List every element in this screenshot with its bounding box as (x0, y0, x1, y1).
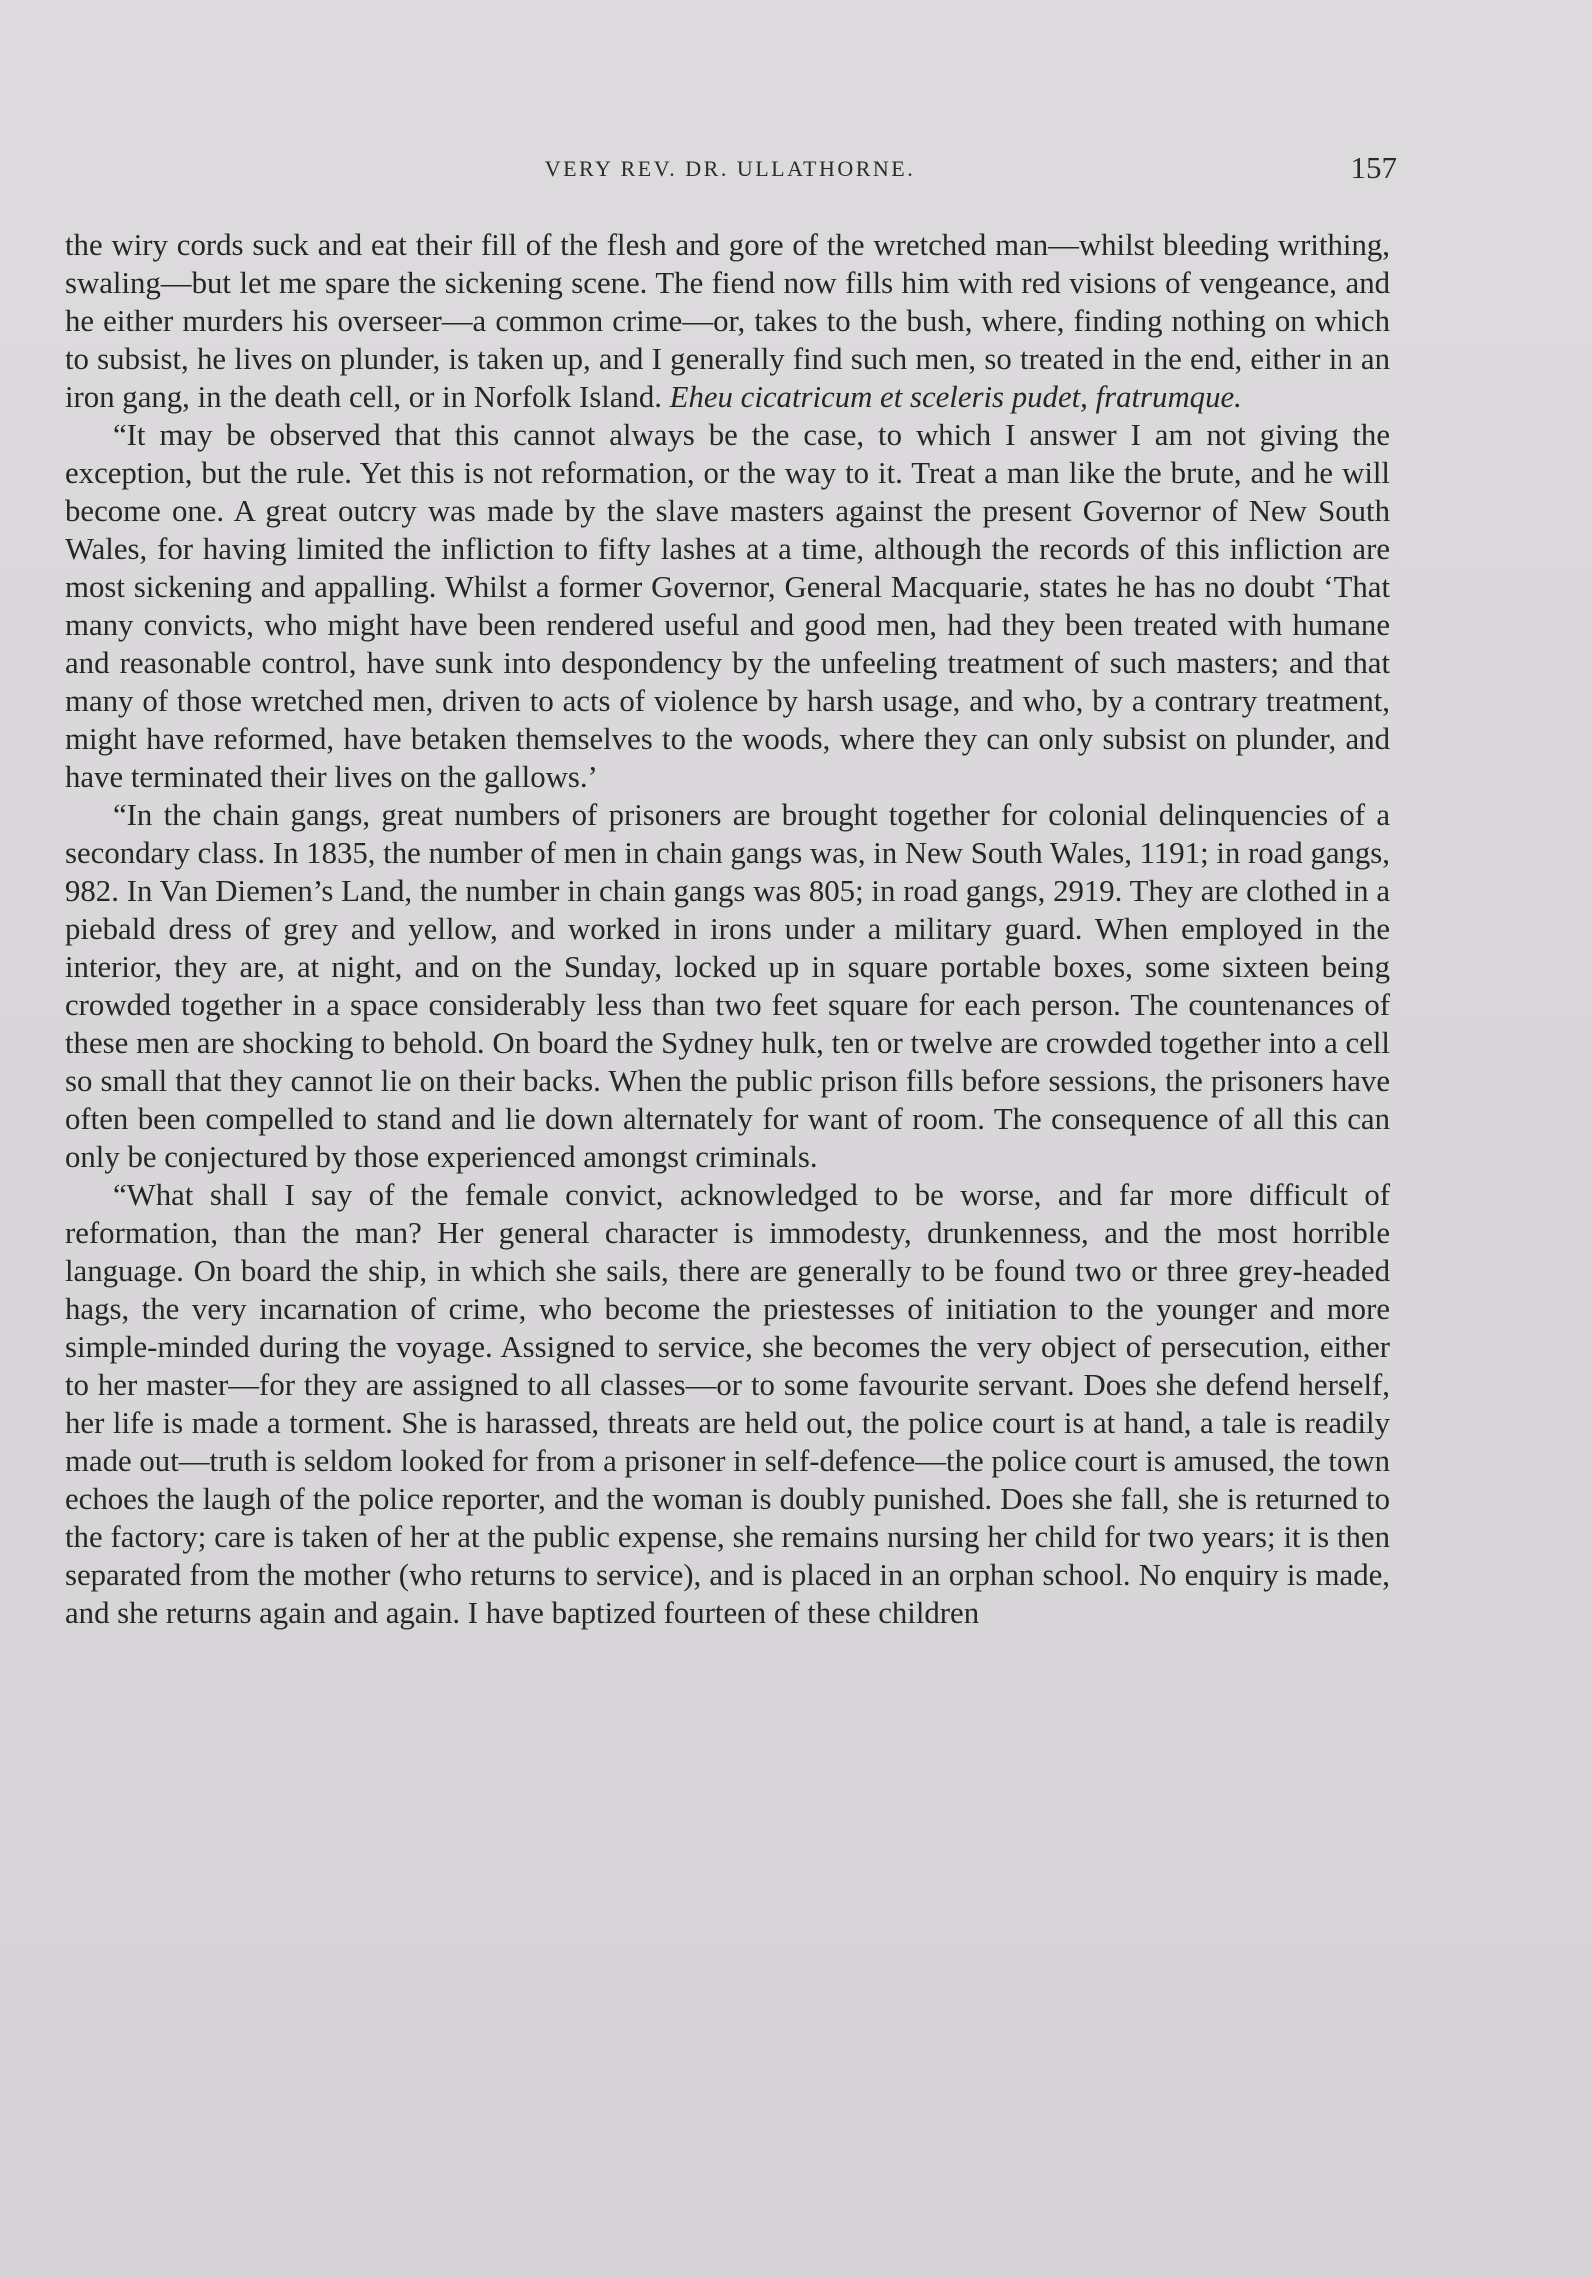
body-text (65, 226, 1390, 1632)
paragraph-4: “What shall I say of the female convict, acknowledged to be worse, and far more difficult of reformation, than the man? Her general character is immodesty, drunkenness, and the most horrible language. On board the ship, in which she sails, there are generally to be found two or three grey-headed hags, the very incarnation of crime, who become the priestesses of initiation to the younger and more simple-minded during the voyage. Assigned to service, she becomes the very object of persecution, either to her master—for they are assigned to all classes—or to some favourite servant. Does she defend herself, her life is made a torment. She is harassed, threats are held out, the police court is at hand, a tale is readily made out—truth is seldom looked for from a prisoner in self-defence—the police court is amused, the town echoes the laugh of the police reporter, and the woman is doubly punished. Does she fall, she is returned to the factory; care is taken of her at the public expense, she remains nursing her child for two years; it is then separated from the mother (who returns to service), and is placed in an orphan school. No enquiry is made, and she returns again and again. I have baptized fourteen of these children (65, 1178, 1390, 1630)
paragraph-3: “In the chain gangs, great numbers of prisoners are brought together for colonial delinquencies of a secondary class. In 1835, the number of men in chain gangs was, in New South Wales, 1191; in road gangs, 982. In Van Diemen’s Land, the number in chain gangs was 805; in road gangs, 2919. They are clothed in a piebald dress of grey and yellow, and worked in irons under a military guard. When employed in the interior, they are, at night, and on the Sunday, locked up in square portable boxes, some sixteen being crowded together in a space considerably less than two feet square for each person. The countenances of these men are shocking to behold. On board the Sydney hulk, ten or twelve are crowded together into a cell so small that they cannot lie on their backs. When the public prison fills before sessions, the prisoners have often been compelled to stand and lie down alternately for want of room. The consequence of all this can only be conjectured by those experienced amongst criminals. (65, 798, 1390, 1174)
paragraph-continuation (65, 226, 1390, 416)
paragraph-1-text: the wiry cords suck and eat their fill of the flesh and gore of the wretched man—whilst bleeding writhing, swaling—but let me spare the sickening scene. The fiend now fills him with red visions of vengeance, and he either murders his overseer—a common crime—or, takes to the bush, where, finding nothing on which to subsist, he lives on plunder, is taken up, and I generally find such men, so treated in the end, either in an iron gang, in the death cell, or in Norfolk Island. (65, 228, 1390, 414)
latin-quotation: Eheu cicatricum et sceleris pudet, fratrumque. (669, 380, 1242, 414)
page-number: 157 (1350, 150, 1397, 185)
paragraph-2: “It may be observed that this cannot always be the case, to which I answer I am not giving the exception, but the rule. Yet this is not reformation, or the way to it. Treat a man like the brute, and he will become one. A great outcry was made by the slave masters against the present Governor of New South Wales, for having limited the infliction to fifty lashes at a time, although the records of this infliction are most sickening and appalling. Whilst a former Governor, General Macquarie, states he has no doubt ‘That many convicts, who might have been rendered useful and good men, had they been treated with humane and reasonable control, have sunk into despondency by the unfeeling treatment of such masters; and that many of those wretched men, driven to acts of violence by harsh usage, and who, by a contrary treatment, might have reformed, have betaken themselves to the woods, where they can only subsist on plunder, and have terminated their lives on the gallows.’ (65, 418, 1390, 794)
running-title: VERY REV. DR. ULLATHORNE. (544, 156, 916, 181)
running-head (65, 150, 1395, 190)
